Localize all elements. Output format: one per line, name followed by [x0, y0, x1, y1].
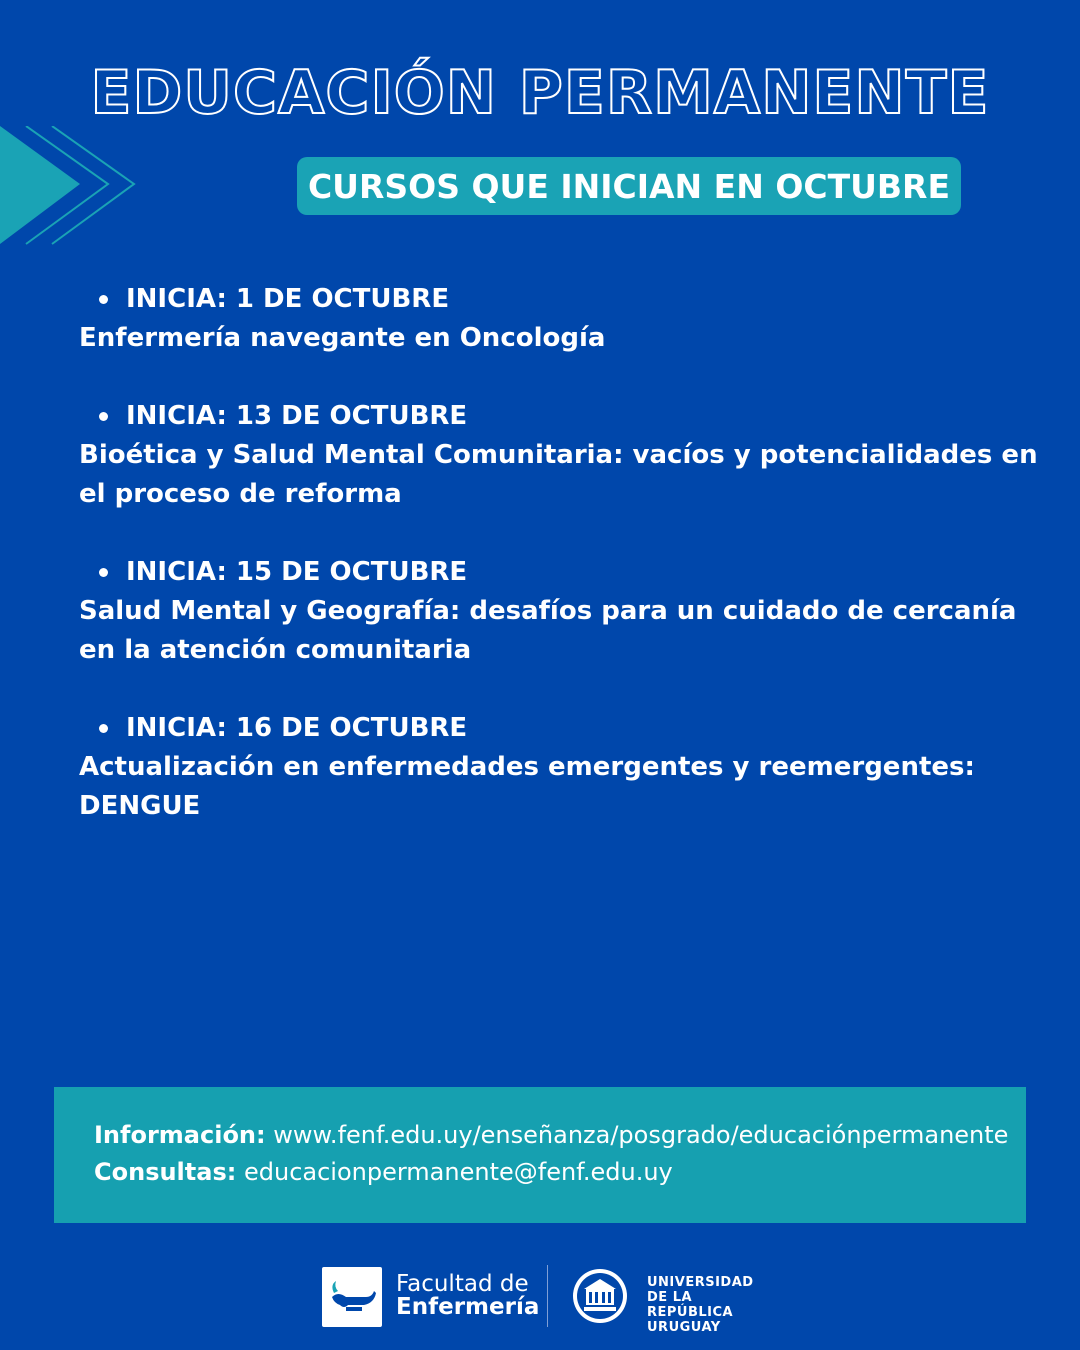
course-list	[79, 280, 1039, 865]
contact-label: Consultas:	[94, 1158, 237, 1186]
info-box	[54, 1087, 1026, 1223]
course-date: INICIA: 16 DE OCTUBRE	[126, 713, 468, 743]
bullet-icon	[99, 412, 108, 421]
lamp-logo-icon	[322, 1267, 382, 1327]
course-date: INICIA: 15 DE OCTUBRE	[126, 557, 468, 587]
chevron-arrows-decoration	[0, 126, 140, 246]
course-date: INICIA: 13 DE OCTUBRE	[126, 401, 468, 431]
page-title: EDUCACIÓN PERMANENTE	[90, 58, 990, 128]
course-title: Salud Mental y Geografía: desafíos para un cuidado de cercanía en la atención comunitaria	[79, 596, 1017, 665]
footer-logos	[322, 1265, 772, 1335]
course-title: Bioética y Salud Mental Comunitaria: vacíos y potencialidades en el proceso de reforma	[79, 440, 1038, 509]
course-date: INICIA: 1 DE OCTUBRE	[126, 284, 450, 314]
university-building-icon	[572, 1265, 628, 1327]
course-title: Actualización en enfermedades emergentes y reemergentes: DENGUE	[79, 752, 975, 821]
bullet-icon	[99, 724, 108, 733]
contact-email[interactable]: educacionpermanente@fenf.edu.uy	[243, 1158, 673, 1186]
info-link[interactable]: www.fenf.edu.uy/enseñanza/posgrado/educaciónpermanente	[273, 1121, 1009, 1149]
course-item	[79, 709, 1039, 826]
info-line	[94, 1121, 1008, 1149]
university-name: UNIVERSIDAD DE LA REPÚBLICA URUGUAY	[647, 1275, 754, 1335]
footer-divider	[547, 1265, 548, 1327]
subtitle-text: CURSOS QUE INICIAN EN OCTUBRE	[307, 166, 951, 206]
bullet-icon	[99, 568, 108, 577]
course-item	[79, 280, 1039, 358]
contact-line	[94, 1158, 673, 1186]
course-title: Enfermería navegante en Oncología	[79, 323, 606, 353]
info-label: Información:	[94, 1121, 266, 1149]
course-item	[79, 397, 1039, 514]
faculty-name: Facultad de Enfermería	[396, 1271, 540, 1320]
subtitle-banner	[297, 157, 961, 215]
course-item	[79, 553, 1039, 670]
bullet-icon	[99, 295, 108, 304]
